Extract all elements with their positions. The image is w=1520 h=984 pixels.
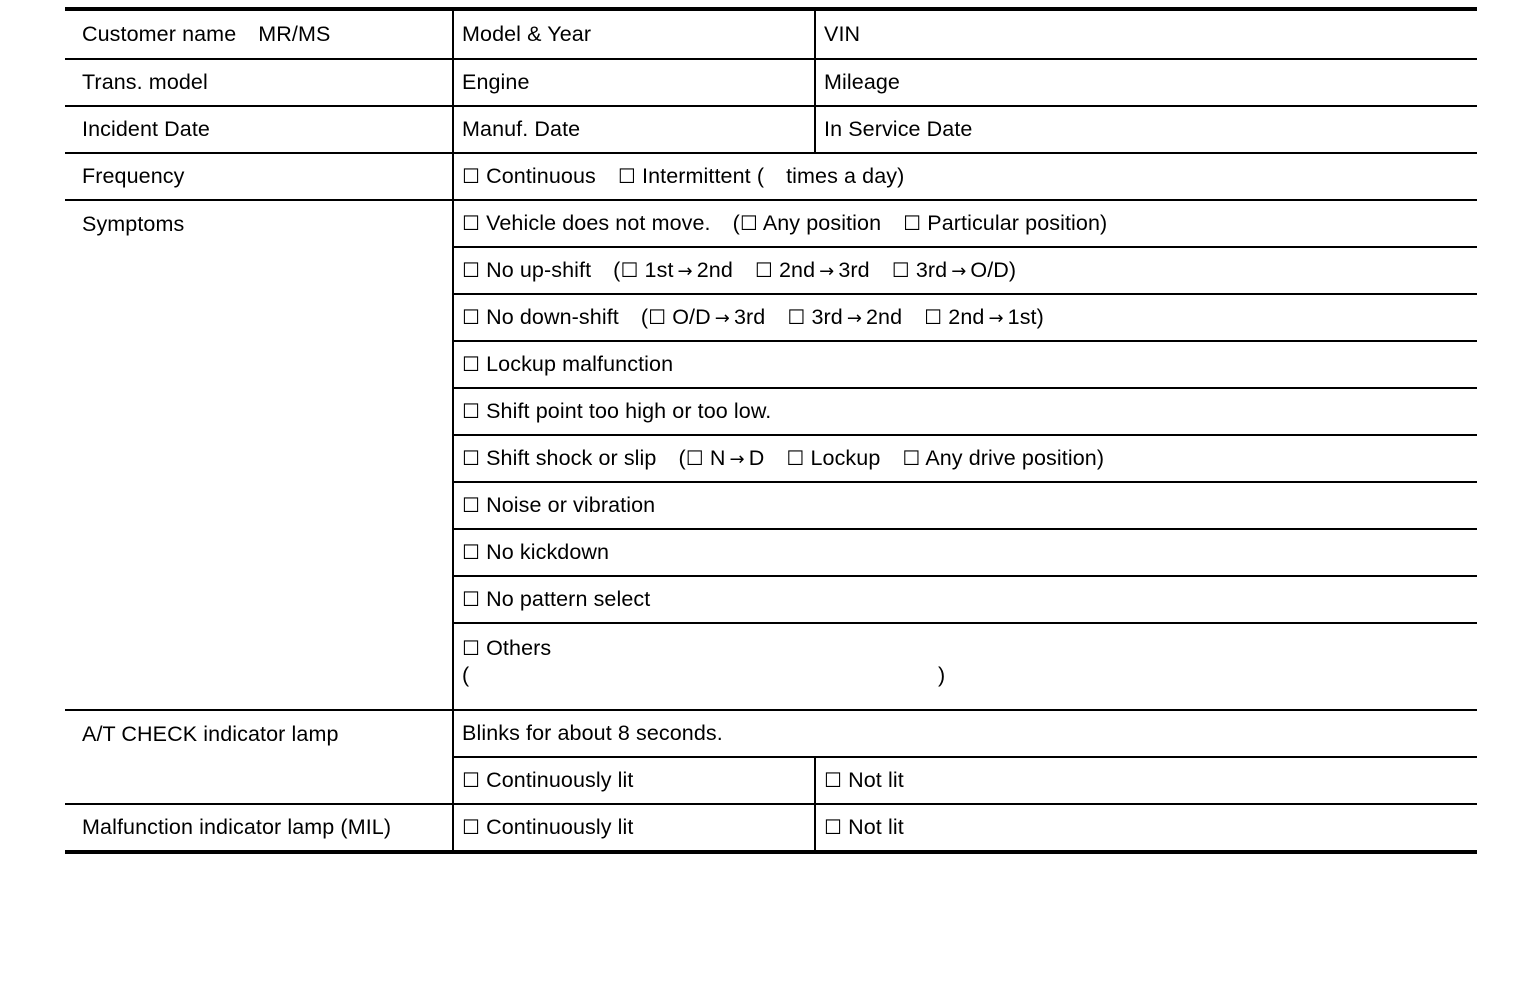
arrow-right-icon: → xyxy=(988,307,1004,329)
manuf-date-label: Manuf. Date xyxy=(462,117,581,141)
row-at-check-blinks xyxy=(65,710,1477,757)
shock-any-label: Any drive position) xyxy=(925,445,1105,470)
row-trans xyxy=(65,59,1477,106)
arrow-right-icon: → xyxy=(846,307,862,329)
no-downshift-label: No down-shift xyxy=(486,304,619,329)
mileage-cell[interactable] xyxy=(815,59,1477,106)
at-check-not-lit-cell xyxy=(815,757,1477,804)
row-symptom-no-move xyxy=(65,200,1477,247)
in-service-date-cell[interactable] xyxy=(815,106,1477,153)
any-position-label: Any position xyxy=(762,211,882,235)
no-upshift-label: No up-shift xyxy=(486,257,592,282)
mil-continuously-lit-label: Continuously lit xyxy=(486,815,634,839)
checkbox-shock-any[interactable]: ☐ xyxy=(902,445,921,470)
continuous-label: Continuous xyxy=(486,164,596,188)
mileage-label: Mileage xyxy=(824,70,900,94)
checkbox-no-pattern[interactable]: ☐ xyxy=(462,587,481,611)
at-check-blinks-cell xyxy=(453,710,1477,757)
model-year-cell[interactable] xyxy=(453,9,815,59)
model-year-label: Model & Year xyxy=(462,22,592,46)
checkbox-shift-point[interactable]: ☐ xyxy=(462,399,481,423)
arrow-right-icon: → xyxy=(951,260,967,282)
mr-ms-label: MR/MS xyxy=(258,22,331,46)
symptom-others-cell xyxy=(453,623,1477,710)
others-label: Others xyxy=(486,636,552,660)
symptom-pattern-cell xyxy=(453,576,1477,623)
checkbox-no-upshift[interactable]: ☐ xyxy=(462,257,481,282)
checkbox-down-2-1[interactable]: ☐ xyxy=(924,304,943,329)
checkbox-mil-continuously-lit[interactable]: ☐ xyxy=(462,815,481,839)
checkbox-any-position[interactable]: ☐ xyxy=(739,211,758,235)
arrow-right-icon: → xyxy=(819,260,835,282)
lockup-malfunction-label: Lockup malfunction xyxy=(486,352,674,376)
others-paren-close: ) xyxy=(938,663,946,687)
no-pattern-label: No pattern select xyxy=(486,587,651,611)
manuf-date-cell[interactable] xyxy=(453,106,815,153)
in-service-date-label: In Service Date xyxy=(824,117,973,141)
checkbox-up-3-od[interactable]: ☐ xyxy=(891,257,910,282)
symptoms-label-cell xyxy=(65,200,453,710)
checkbox-noise[interactable]: ☐ xyxy=(462,493,481,517)
symptom-shift-point-cell xyxy=(453,388,1477,435)
particular-position-label: Particular position) xyxy=(927,211,1108,235)
paren-open: ( xyxy=(732,211,740,235)
arrow-right-icon: → xyxy=(729,448,745,470)
at-check-label: A/T CHECK indicator lamp xyxy=(82,722,339,746)
mil-label-cell xyxy=(65,804,453,852)
down-2-to: 2nd xyxy=(866,304,903,329)
up-2-to: 3rd xyxy=(838,257,870,282)
engine-label: Engine xyxy=(462,70,530,94)
others-paren-open: ( xyxy=(462,663,470,687)
row-frequency xyxy=(65,153,1477,200)
up-3-to: O/D) xyxy=(970,257,1017,282)
up-1-from: 1st xyxy=(644,257,674,282)
mil-continuously-lit-cell xyxy=(453,804,815,852)
symptom-no-upshift-cell: ☐ No up-shift (☐ 1st → 2nd ☐ 2nd → 3rd ☐ 3rd → O/D) xyxy=(453,247,1477,294)
customer-name-label: Customer name xyxy=(82,22,237,46)
checkbox-continuous[interactable]: ☐ xyxy=(462,164,481,188)
no-move-label: Vehicle does not move. xyxy=(486,211,711,235)
shift-point-label: Shift point too high or too low. xyxy=(486,399,772,423)
intermittent-label: Intermittent ( xyxy=(642,164,765,188)
mil-not-lit-cell xyxy=(815,804,1477,852)
up-3-from: 3rd xyxy=(915,257,948,282)
mil-label: Malfunction indicator lamp (MIL) xyxy=(82,815,392,839)
down-2-from: 3rd xyxy=(811,304,843,329)
at-continuously-lit-label: Continuously lit xyxy=(486,768,634,792)
row-customer xyxy=(65,9,1477,59)
arrow-right-icon: → xyxy=(677,260,693,282)
symptom-shift-shock-cell: ☐ Shift shock or slip (☐ N → D ☐ Lockup ☐ Any drive position) xyxy=(453,435,1477,482)
checkbox-no-kickdown[interactable]: ☐ xyxy=(462,540,481,564)
shock-n: N xyxy=(709,445,726,470)
symptom-no-downshift-cell: ☐ No down-shift (☐ O/D → 3rd ☐ 3rd → 2nd ☐ 2nd → 1st) xyxy=(453,294,1477,341)
no-kickdown-label: No kickdown xyxy=(486,540,610,564)
checkbox-mil-not-lit[interactable]: ☐ xyxy=(824,815,843,839)
down-1-from: O/D xyxy=(672,304,711,329)
symptom-no-move-cell xyxy=(453,200,1477,247)
checkbox-shock-lockup[interactable]: ☐ xyxy=(786,445,805,470)
at-check-continuously-lit-cell xyxy=(453,757,815,804)
checkbox-particular-position[interactable]: ☐ xyxy=(903,211,922,235)
customer-name-cell[interactable] xyxy=(65,9,453,59)
row-dates xyxy=(65,106,1477,153)
symptom-lockup-cell xyxy=(453,341,1477,388)
row-mil xyxy=(65,804,1477,852)
checkbox-up-2-3[interactable]: ☐ xyxy=(754,257,773,282)
symptom-kickdown-cell xyxy=(453,529,1477,576)
checkbox-down-3-2[interactable]: ☐ xyxy=(787,304,806,329)
mil-not-lit-label: Not lit xyxy=(848,815,904,839)
up-1-to: 2nd xyxy=(696,257,733,282)
trans-model-cell[interactable] xyxy=(65,59,453,106)
shock-d: D xyxy=(748,445,765,470)
incident-date-label: Incident Date xyxy=(82,117,210,141)
vin-cell[interactable] xyxy=(815,9,1477,59)
frequency-label: Frequency xyxy=(82,164,185,188)
others-text-area[interactable] xyxy=(462,662,1477,690)
frequency-options-cell xyxy=(453,153,1477,200)
shock-lockup-label: Lockup xyxy=(810,445,881,470)
shift-shock-label: Shift shock or slip xyxy=(486,445,657,470)
diagnostic-worksheet-table xyxy=(65,7,1477,854)
checkbox-at-not-lit[interactable]: ☐ xyxy=(824,768,843,792)
noise-label: Noise or vibration xyxy=(486,493,656,517)
incident-date-cell[interactable] xyxy=(65,106,453,153)
at-check-label-cell xyxy=(65,710,453,804)
checkbox-no-downshift[interactable]: ☐ xyxy=(462,304,481,329)
down-3-from: 2nd xyxy=(948,304,985,329)
engine-cell[interactable] xyxy=(453,59,815,106)
checkbox-down-od-3[interactable]: ☐ xyxy=(648,304,667,329)
down-1-to: 3rd xyxy=(733,304,766,329)
blinks-label: Blinks for about 8 seconds. xyxy=(462,721,723,745)
symptom-noise-cell xyxy=(453,482,1477,529)
checkbox-at-continuously-lit[interactable]: ☐ xyxy=(462,768,481,792)
frequency-label-cell xyxy=(65,153,453,200)
up-2-from: 2nd xyxy=(779,257,816,282)
checkbox-no-move[interactable]: ☐ xyxy=(462,211,481,235)
checkbox-shift-shock[interactable]: ☐ xyxy=(462,445,481,470)
checkbox-shock-n-d[interactable]: ☐ xyxy=(685,445,704,470)
symptoms-label: Symptoms xyxy=(82,212,185,236)
checkbox-lockup-malfunction[interactable]: ☐ xyxy=(462,352,481,376)
checkbox-intermittent[interactable]: ☐ xyxy=(617,164,636,188)
checkbox-up-1-2[interactable]: ☐ xyxy=(620,257,639,282)
down-3-to: 1st) xyxy=(1007,304,1044,329)
times-a-day-label: times a day) xyxy=(786,164,905,188)
at-not-lit-label: Not lit xyxy=(848,768,904,792)
trans-model-label: Trans. model xyxy=(82,70,208,94)
vin-label: VIN xyxy=(824,22,861,46)
arrow-right-icon: → xyxy=(714,307,730,329)
checkbox-others[interactable]: ☐ xyxy=(462,636,481,660)
